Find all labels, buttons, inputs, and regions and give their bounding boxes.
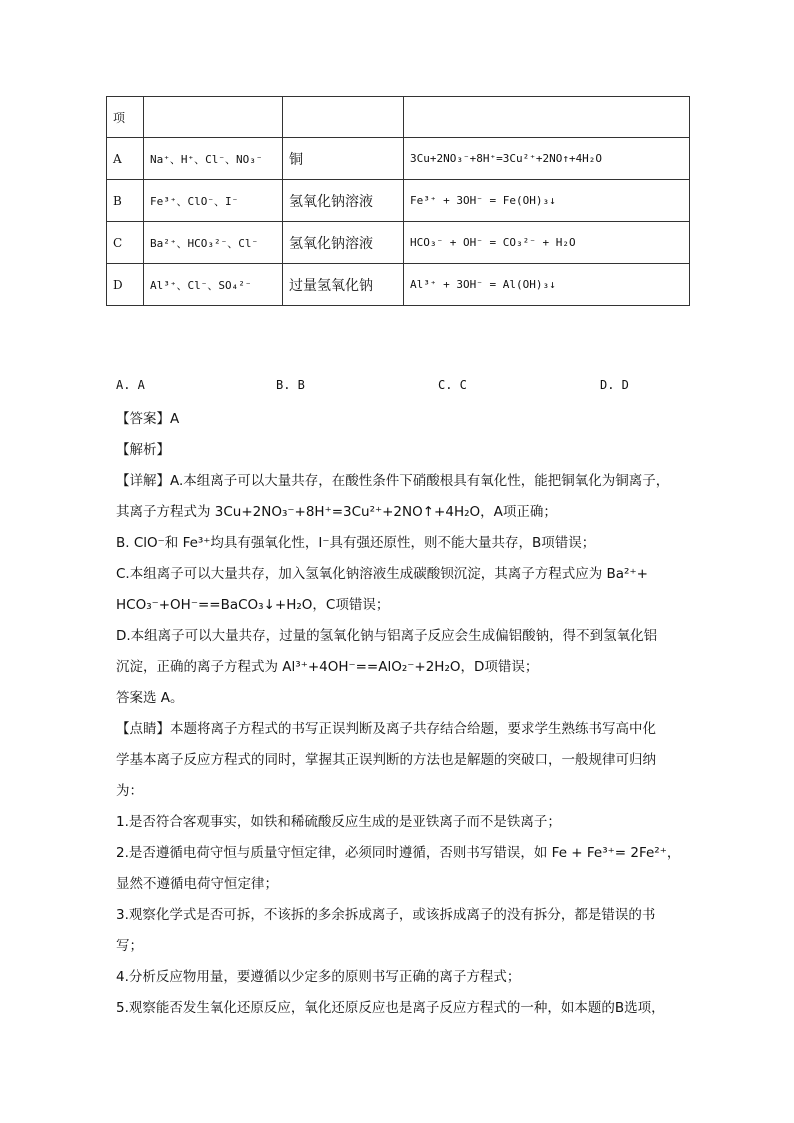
explanation-line: C.本组离子可以大量共存，加入氢氧化钠溶液生成碳酸钡沉淀，其离子方程式应为 Ba²⁺+	[116, 566, 648, 582]
explanation-body	[116, 404, 686, 1024]
reagent-cell: 铜	[283, 138, 404, 180]
ions-cell: Na⁺、H⁺、Cl⁻、NO₃⁻	[144, 138, 283, 180]
answer-line: 【答案】A	[116, 411, 180, 427]
ions-cell: Al³⁺、Cl⁻、SO₄²⁻	[144, 264, 283, 306]
table-row	[107, 264, 690, 306]
explanation-line: 学基本离子反应方程式的同时，掌握其正误判断的方法也是解题的突破口，一般规律可归纳	[116, 752, 656, 768]
table-row	[107, 222, 690, 264]
option-a: A. A	[116, 378, 145, 392]
equation-cell: HCO₃⁻ + OH⁻ = CO₃²⁻ + H₂O	[404, 222, 690, 264]
explanation-line: 为：	[116, 783, 143, 799]
equation-cell: Fe³⁺ + 3OH⁻ = Fe(OH)₃↓	[404, 180, 690, 222]
explanation-line: 其离子方程式为 3Cu+2NO₃⁻+8H⁺=3Cu²⁺+2NO↑+4H₂O，A项正确；	[116, 504, 557, 520]
explanation-line: 【详解】A.本组离子可以大量共存，在酸性条件下硝酸根具有氧化性，能把铜氧化为铜离子，	[116, 473, 670, 489]
equation-cell: 3Cu+2NO₃⁻+8H⁺=3Cu²⁺+2NO↑+4H₂O	[404, 138, 690, 180]
ions-cell: Fe³⁺、ClO⁻、I⁻	[144, 180, 283, 222]
table-row	[107, 180, 690, 222]
explanation-line: D.本组离子可以大量共存，过量的氢氧化钠与铝离子反应会生成偏铝酸钠，得不到氢氧化铝	[116, 628, 658, 644]
explanation-line: 4.分析反应物用量，要遵循以少定多的原则书写正确的离子方程式；	[116, 969, 521, 985]
table-header-cell: 项	[107, 97, 144, 138]
explanation-line: HCO₃⁻+OH⁻==BaCO₃↓+H₂O，C项错误；	[116, 597, 390, 613]
option-b: B. B	[276, 378, 305, 392]
reagent-cell: 氢氧化钠溶液	[283, 180, 404, 222]
option-cell: C	[107, 222, 144, 264]
analysis-heading: 【解析】	[116, 442, 170, 458]
ions-cell: Ba²⁺、HCO₃²⁻、Cl⁻	[144, 222, 283, 264]
option-d: D. D	[600, 378, 629, 392]
option-cell: D	[107, 264, 144, 306]
table-header-cell	[144, 97, 283, 138]
option-c: C. C	[438, 378, 467, 392]
explanation-line: 3.观察化学式是否可拆，不该拆的多余拆成离子，或该拆成离子的没有拆分，都是错误的书	[116, 907, 656, 923]
table-header-cell	[404, 97, 690, 138]
table-header-cell	[283, 97, 404, 138]
reagent-cell: 过量氢氧化钠	[283, 264, 404, 306]
explanation-line: 答案选 A。	[116, 690, 184, 706]
reagent-cell: 氢氧化钠溶液	[283, 222, 404, 264]
equation-cell: Al³⁺ + 3OH⁻ = Al(OH)₃↓	[404, 264, 690, 306]
explanation-line: 显然不遵循电荷守恒定律；	[116, 876, 278, 892]
option-cell: A	[107, 138, 144, 180]
explanation-line: 2.是否遵循电荷守恒与质量守恒定律，必须同时遵循，否则书写错误，如 Fe + Fe³⁺= 2Fe²⁺，	[116, 845, 681, 861]
option-cell: B	[107, 180, 144, 222]
explanation-line: 【点睛】本题将离子方程式的书写正误判断及离子共存结合给题，要求学生熟练书写高中化	[116, 721, 656, 737]
question-table	[106, 96, 690, 306]
explanation-line: 沉淀，正确的离子方程式为 Al³⁺+4OH⁻==AlO₂⁻+2H₂O，D项错误；	[116, 659, 539, 675]
table-header-row	[107, 97, 690, 138]
explanation-line: B. ClO⁻和 Fe³⁺均具有强氧化性，I⁻具有强还原性，则不能大量共存，B项错误；	[116, 535, 596, 551]
table-row	[107, 138, 690, 180]
explanation-line: 1.是否符合客观事实，如铁和稀硫酸反应生成的是亚铁离子而不是铁离子；	[116, 814, 561, 830]
explanation-line: 写；	[116, 938, 143, 954]
explanation-line: 5.观察能否发生氧化还原反应，氧化还原反应也是离子反应方程式的一种，如本题的B选项，	[116, 1000, 665, 1016]
